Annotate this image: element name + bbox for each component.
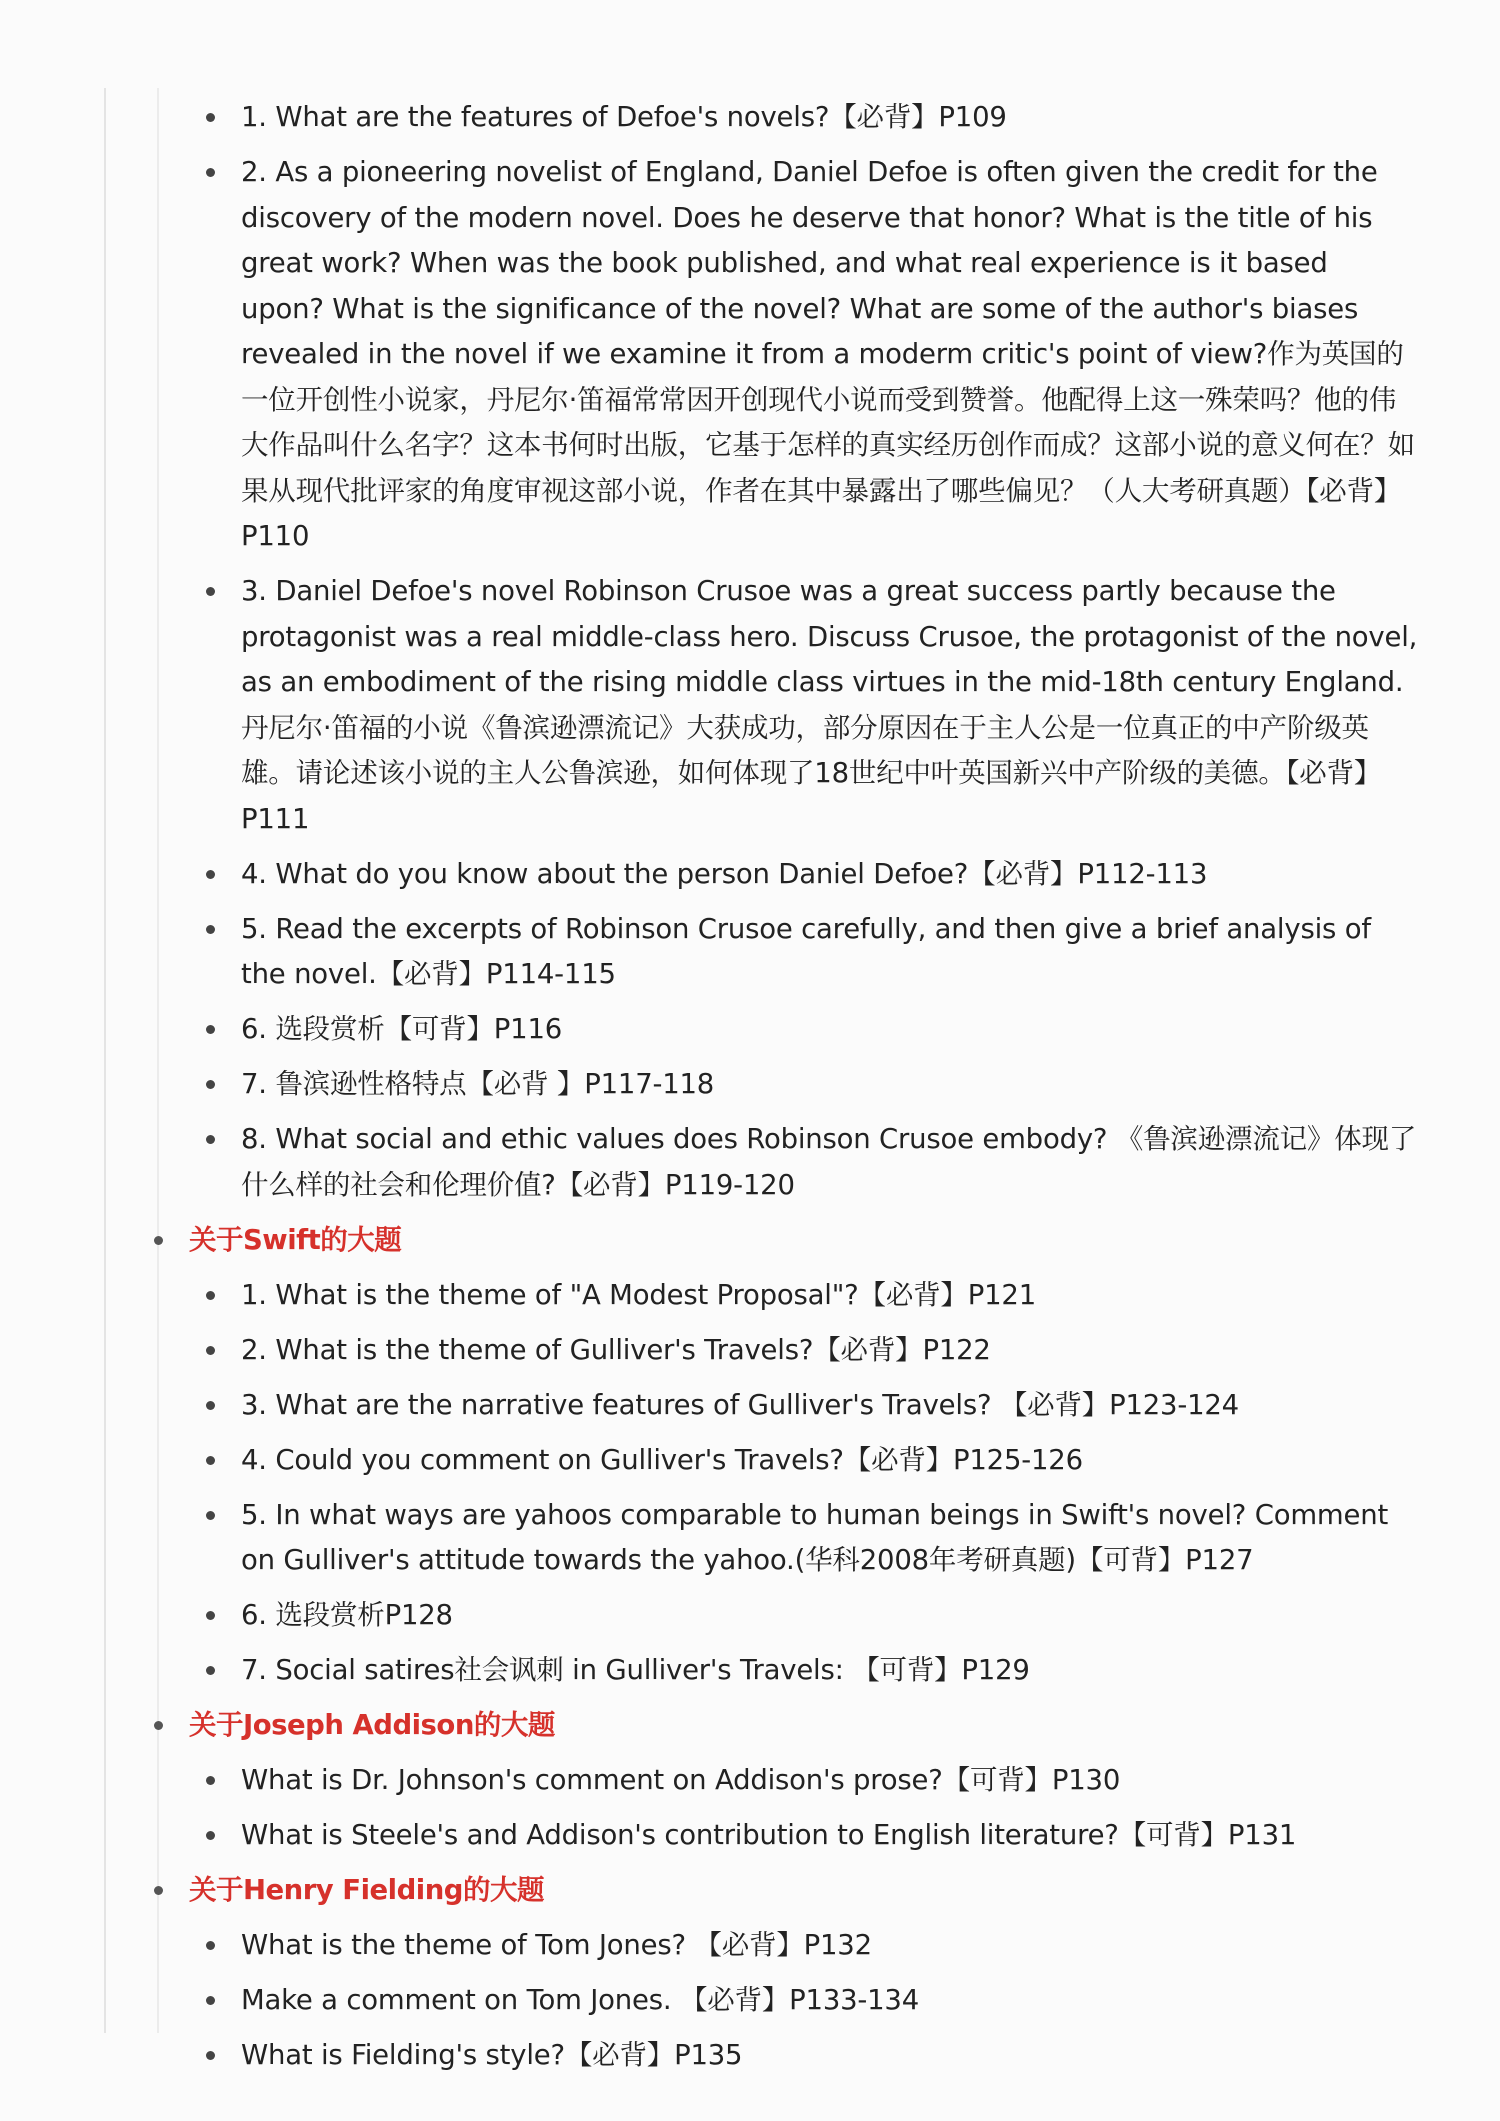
bullet-icon: [206, 1941, 215, 1950]
bullet-icon: [206, 1831, 215, 1840]
question-text: 4. What do you know about the person Daniel Defoe?【必背】P112-113: [241, 857, 1208, 890]
bullet-icon: [154, 1721, 163, 1730]
list-item: [0, 1978, 1500, 2024]
defoe-question-list: [0, 95, 1500, 1208]
bullet-icon: [206, 1025, 215, 1034]
list-item: [0, 852, 1500, 898]
question-text: 3. Daniel Defoe's novel Robinson Crusoe was a great success partly because the protagonist was a real middle-class hero. Discuss Crusoe, the protagonist of the novel, as an embodiment of the rising middle class virtues in the mid-18th century England. 丹尼尔·笛福的小说《鲁滨逊漂流记》大获成功，部分原因在于主人公是一位真正的中产阶级英雄。请论述该小说的主人公鲁滨逊，如何体现了18世纪中叶英国新兴中产阶级的美德。【必背】P111: [241, 575, 1418, 835]
question-text: What is Dr. Johnson's comment on Addison's prose?【可背】P130: [241, 1764, 1121, 1796]
list-item: [0, 1117, 1500, 1208]
bullet-icon: [206, 1996, 215, 2005]
list-item: [0, 150, 1500, 560]
question-text: 1. What are the features of Defoe's novels?【必背】P109: [241, 101, 1007, 133]
section-heading-text: 关于Henry Fielding的大题: [189, 1874, 544, 1906]
section-heading: [0, 1703, 1500, 1749]
section-fielding: [0, 1868, 1500, 2079]
bullet-icon: [206, 1666, 215, 1675]
section-heading: [0, 1868, 1500, 1914]
list-item: [0, 1007, 1500, 1053]
list-item: [0, 569, 1500, 842]
section-list: [0, 1218, 1500, 2079]
section-addison: [0, 1703, 1500, 1859]
swift-question-list: [0, 1273, 1500, 1694]
list-item: [0, 1813, 1500, 1859]
bullet-icon: [206, 1511, 215, 1520]
list-item: [0, 1493, 1500, 1584]
question-text: 6. 选段赏析P128: [241, 1599, 453, 1631]
bullet-icon: [206, 1401, 215, 1410]
list-item: [0, 1923, 1500, 1969]
bullet-icon: [206, 113, 215, 122]
question-text: Make a comment on Tom Jones. 【必背】P133-134: [241, 1984, 920, 2016]
question-text: 4. Could you comment on Gulliver's Travels?【必背】P125-126: [241, 1443, 1083, 1476]
bullet-icon: [206, 1776, 215, 1785]
question-text: What is Steele's and Addison's contribution to English literature?【可背】P131: [241, 1819, 1297, 1851]
question-text: 2. What is the theme of Gulliver's Travels?【必背】P122: [241, 1333, 991, 1366]
question-text: 6. 选段赏析【可背】P116: [241, 1013, 563, 1045]
bullet-icon: [206, 1346, 215, 1355]
addison-question-list: [0, 1758, 1500, 1859]
list-item: [0, 95, 1500, 141]
list-item: [0, 1438, 1500, 1484]
bullet-icon: [154, 1236, 163, 1245]
question-text: 2. As a pioneering novelist of England, Daniel Defoe is often given the credit for the discovery of the modern novel. Does he deserve that honor? What is the title of his great work? When was the book published, and what real experience is it based upon? What is the significance of the novel? What are some of the author's biases revealed in the novel if we examine it from a moderm critic's point of view?作为英国的一位开创性小说家，丹尼尔·笛福常常因开创现代小说而受到赞誉。他配得上这一殊荣吗？他的伟大作品叫什么名字？这本书何时出版，它基于怎样的真实经历创作而成？这部小说的意义何在？如果从现代批评家的角度审视这部小说，作者在其中暴露出了哪些偏见？（人大考研真题）【必背】P110: [241, 156, 1415, 552]
list-item: [0, 1648, 1500, 1694]
bullet-icon: [206, 168, 215, 177]
fielding-question-list: [0, 1923, 1500, 2079]
question-text: 1. What is the theme of "A Modest Proposal"?【必背】P121: [241, 1278, 1037, 1311]
question-text: 7. 鲁滨逊性格特点【必背 】P117-118: [241, 1068, 715, 1100]
bullet-icon: [154, 1886, 163, 1895]
section-heading-text: 关于Swift的大题: [189, 1223, 402, 1256]
bullet-icon: [206, 1135, 215, 1144]
bullet-icon: [206, 1080, 215, 1089]
bullet-icon: [206, 925, 215, 934]
list-item: [0, 1062, 1500, 1108]
bullet-icon: [206, 1291, 215, 1300]
question-text: What is Fielding's style?【必背】P135: [241, 2039, 743, 2071]
bullet-icon: [206, 1456, 215, 1465]
bullet-icon: [206, 870, 215, 879]
question-text: 3. What are the narrative features of Gulliver's Travels? 【必背】P123-124: [241, 1388, 1239, 1421]
bullet-icon: [206, 1611, 215, 1620]
list-item: [0, 1593, 1500, 1639]
list-item: [0, 1328, 1500, 1374]
question-text: 5. In what ways are yahoos comparable to human beings in Swift's novel? Comment on Gulliver's attitude towards the yahoo.(华科2008年考研真题)【可背】P127: [241, 1498, 1389, 1576]
list-item: [0, 907, 1500, 998]
list-item: [0, 1383, 1500, 1429]
list-item: [0, 1758, 1500, 1804]
question-text: What is the theme of Tom Jones? 【必背】P132: [241, 1929, 872, 1961]
section-heading: [0, 1218, 1500, 1264]
list-item: [0, 1273, 1500, 1319]
question-text: 5. Read the excerpts of Robinson Crusoe carefully, and then give a brief analysis of the novel.【必背】P114-115: [241, 912, 1371, 990]
bullet-icon: [206, 2051, 215, 2060]
list-item: [0, 2033, 1500, 2079]
question-text: 8. What social and ethic values does Robinson Crusoe embody? 《鲁滨逊漂流记》体现了什么样的社会和伦理价值?【必背】P119-120: [241, 1123, 1417, 1201]
section-swift: [0, 1218, 1500, 1694]
bullet-icon: [206, 587, 215, 596]
section-heading-text: 关于Joseph Addison的大题: [189, 1709, 555, 1741]
question-text: 7. Social satires社会讽刺 in Gulliver's Travels: 【可背】P129: [241, 1654, 1030, 1686]
